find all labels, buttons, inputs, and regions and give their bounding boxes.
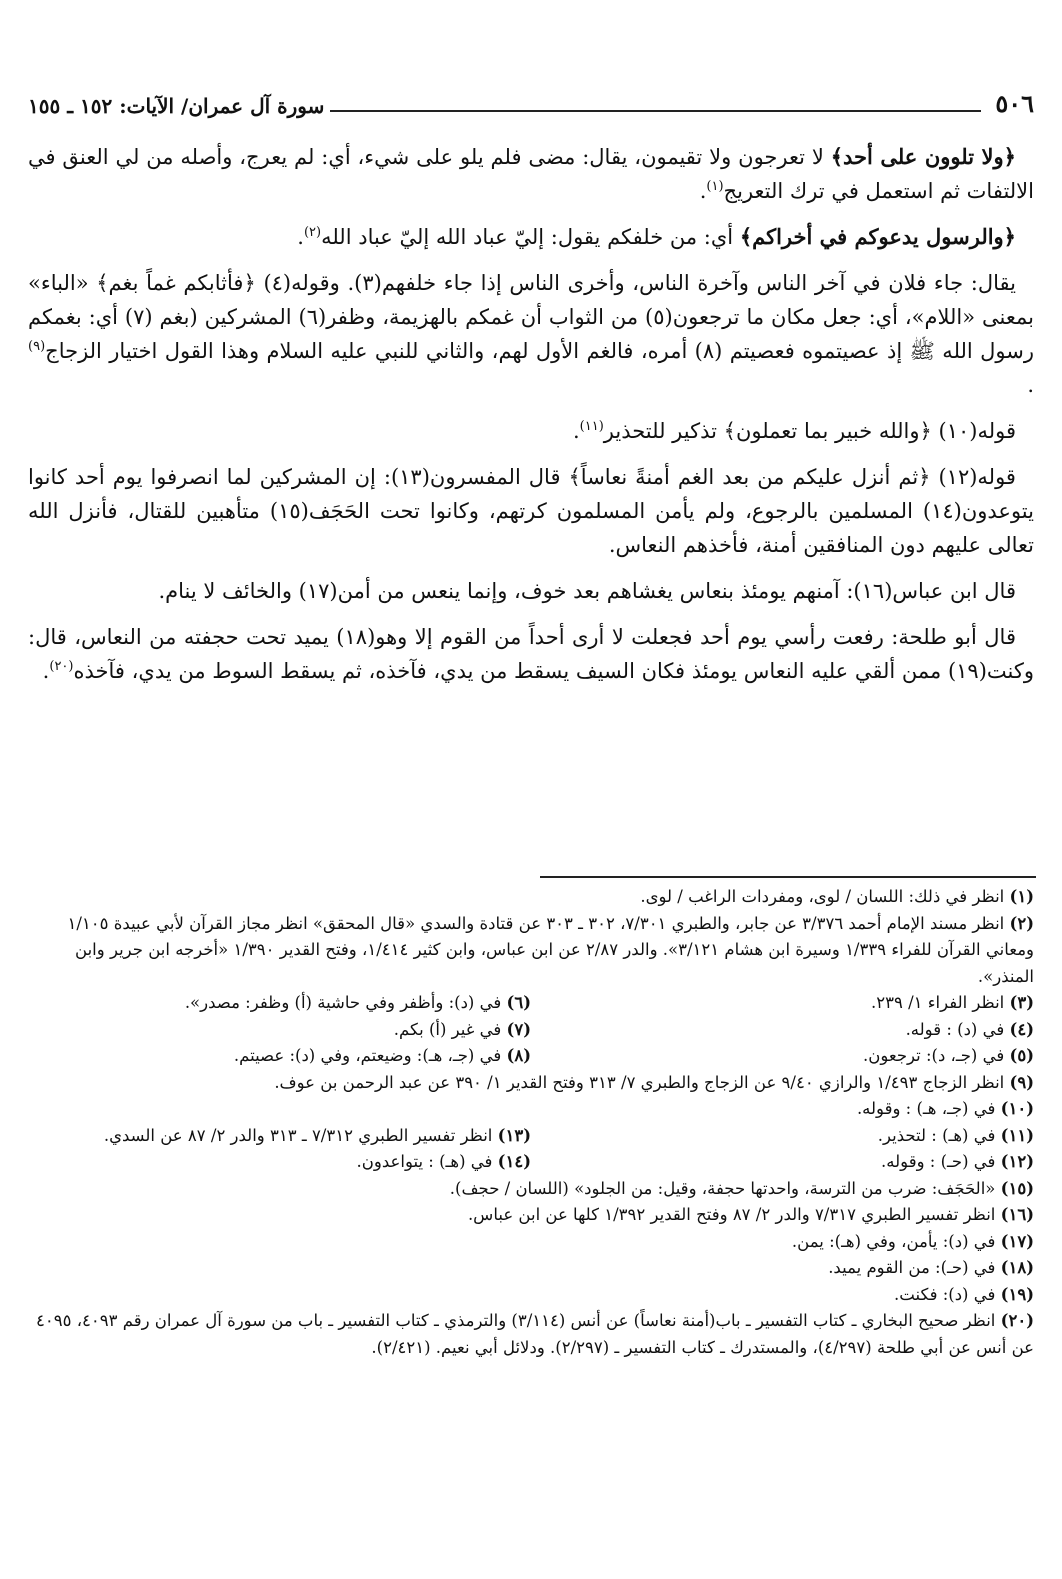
- footnote-number: (٩): [1009, 1072, 1034, 1092]
- footnote-text: انظر في ذلك: اللسان / لوى، ومفردات الراغب / لوى.: [640, 887, 1010, 906]
- footnote: [531, 1123, 1034, 1150]
- paragraph: [28, 620, 1034, 688]
- footnote-number: (٣): [1009, 993, 1034, 1012]
- footnote: [28, 911, 1034, 991]
- footnote-text: في (هـ) : يتواعدون.: [356, 1152, 498, 1171]
- footnote: [28, 1176, 1034, 1203]
- paragraph-end: .: [572, 419, 580, 443]
- footnote: [28, 1096, 1034, 1123]
- footnote-text: انظر الزجاج ١/٤٩٣ والرازي ٩/٤٠ عن الزجاج والطبري ٧/ ٣١٣ وفتح القدير ١/ ٣٩٠ عن عبد الرحمن بن عوف.: [274, 1072, 1010, 1092]
- footnote-text: انظر مسند الإمام أحمد ٣/٣٧٦ عن جابر، والطبري ٧/٣٠١، ٣٠٢ ـ ٣٠٣ عن قتادة والسدي «قال المحقق» انظر مجاز القرآن لأبي عبيدة ١/١٠٥ ومعاني القرآن للفراء ١/٣٣٩ وسيرة ابن هشام ٣/١٢١». والدر ٢/٨٧ عن ابن عباس، وابن كثير ١/٤١٤، وفتح القدير ١/٣٩٠ «أخرجه ابن جرير وابن المنذر».: [67, 913, 1034, 986]
- footnote: [28, 1255, 1034, 1282]
- footnote-text: انظر صحيح البخاري ـ كتاب التفسير ـ باب(أمنة نعاساً) عن أنس (٣/١١٤) والترمذي ـ كتاب التفسير ـ باب من سورة آل عمران رقم ٤٠٩٣، ٤٠٩٥ عن أنس عن أبي طلحة (٤/٢٩٧)، والمستدرك ـ كتاب التفسير ـ (٢/٢٩٧). ودلائل أبي نعيم. (٢/٤٢١).: [36, 1311, 1034, 1357]
- footnote-number: (٢٠): [1000, 1311, 1034, 1330]
- footnote: [531, 1043, 1034, 1070]
- footnote-row: [28, 1123, 1034, 1150]
- footnote: [28, 1123, 531, 1150]
- footnote-number: (١٤): [497, 1152, 531, 1171]
- paragraph-end: .: [699, 179, 707, 203]
- footnote-row: [28, 990, 1034, 1017]
- footnote: [531, 1149, 1034, 1176]
- footnote-number: (١): [1009, 887, 1034, 906]
- footnote-number: (١٥): [1000, 1178, 1034, 1198]
- footnote-number: (٢): [1009, 913, 1034, 933]
- footnote-number: (٤): [1009, 1019, 1034, 1039]
- paragraph-text: قوله(١٠) ﴿والله خبير بما تعملون﴾ تذكير للتحذير: [603, 419, 1016, 443]
- footnote-text: في (د): وأظفر وفي حاشية (أ) وظفر: مصدر».: [184, 993, 507, 1012]
- footnote-number: (٥): [1009, 1046, 1034, 1065]
- footnote: [28, 1043, 531, 1070]
- running-title: سورة آل عمران/ الآيات: ١٥٢ ـ ١٥٥: [28, 94, 325, 118]
- footnote: [28, 1070, 1034, 1097]
- footnote-number: (١٨): [1000, 1258, 1034, 1277]
- footnote-row: [28, 1149, 1034, 1176]
- footnotes: [28, 884, 1034, 1361]
- footnote-number: (٨): [506, 1046, 531, 1065]
- footnote-number: (٦): [506, 993, 531, 1012]
- paragraph: [28, 574, 1034, 608]
- footnote-number: (١٩): [1000, 1284, 1034, 1304]
- footnote-ref: (٩): [28, 339, 46, 354]
- footnote-number: (١٧): [1000, 1231, 1034, 1251]
- footnote-text: انظر تفسير الطبري ٧/٣١٧ والدر ٢/ ٨٧ وفتح القدير ١/٣٩٢ كلها عن ابن عباس.: [467, 1205, 1001, 1224]
- footnote: [28, 1229, 1034, 1256]
- footnote: [531, 1017, 1034, 1044]
- footnote: [531, 990, 1034, 1017]
- page-number: ٥٠٦: [995, 89, 1034, 118]
- main-text: [28, 140, 1034, 700]
- footnote-text: في (هـ) : لتحذير.: [877, 1125, 1001, 1145]
- footnote-text: في (جـ، هـ): وضيعتم، وفي (د): عصيتم.: [233, 1046, 507, 1065]
- paragraph-text: قال ابن عباس(١٦): آمنهم يومئذ بنعاس يغشاهم بعد خوف، وإنما ينعس من أمن(١٧) والخائف لا ينام.: [158, 579, 1016, 603]
- quran-quote: ﴿والرسول يدعوكم في أخراكم﴾: [739, 224, 1016, 249]
- footnote: [28, 990, 531, 1017]
- footnote-ref: (٢٠): [49, 659, 74, 674]
- footnote-number: (١٠): [1000, 1099, 1034, 1118]
- footnote-number: (١٢): [1000, 1152, 1034, 1171]
- footnote: [28, 1017, 531, 1044]
- paragraph: [28, 460, 1034, 562]
- footnote-separator: [540, 876, 1036, 878]
- footnote-text: «الحَجَف: ضرب من الترسة، واحدتها حجفة، وقيل: من الجلود» (اللسان / حجف).: [449, 1178, 1001, 1198]
- footnote-number: (١١): [1000, 1125, 1034, 1145]
- paragraph: [28, 140, 1034, 208]
- footnote-row: [28, 1017, 1034, 1044]
- footnote: [28, 1202, 1034, 1229]
- paragraph-text: يقال: جاء فلان في آخر الناس وآخرة الناس، وأخرى الناس إذا جاء خلفهم(٣). وقوله(٤) ﴿فأثابكم غماً بغم﴾ «الباء» بمعنى «اللام»، أي: جعل مكان ما ترجعون(٥) من الثواب أن غمكم بالهزيمة، وظفر(٦) المشركين (بغم (٧) أي: بغمكم رسول الله ﷺ إذ عصيتموه فعصيتم (٨) أمره، فالغم الأول لهم، والثاني للنبي عليه السلام وهذا القول اختيار الزجاج: [28, 271, 1034, 363]
- paragraph-text: أي: من خلفكم يقول: إليّ عباد الله إليّ عباد الله: [321, 225, 740, 249]
- footnote: [28, 1308, 1034, 1361]
- header-rule: [330, 110, 981, 112]
- paragraph: [28, 266, 1034, 402]
- paragraph: [28, 220, 1034, 254]
- footnote-text: في (جـ، هـ) : وقوله.: [856, 1099, 1001, 1118]
- page-header: [28, 86, 1034, 118]
- paragraph-end: .: [297, 225, 304, 249]
- footnote-text: في (د): يأمن، وفي (هـ): يمن.: [791, 1231, 1001, 1251]
- footnote-ref: (٢): [303, 225, 322, 240]
- footnote-text: انظر تفسير الطبري ٧/٣١٢ ـ ٣١٣ والدر ٢/ ٨٧ عن السدي.: [103, 1125, 498, 1145]
- footnote-number: (١٣): [497, 1125, 531, 1145]
- footnote: [28, 1282, 1034, 1309]
- paragraph-end: .: [1027, 373, 1034, 397]
- paragraph-text: قال أبو طلحة: رفعت رأسي يوم أحد فجعلت لا أرى أحداً من القوم إلا وهو(١٨) يميد تحت حجفته من النعاس، قال: وكنت(١٩) ممن ألقي عليه النعاس يومئذ فكان السيف يسقط من يدي، فآخذه، ثم يسقط السوط من يدي، فآخذه: [28, 625, 1034, 683]
- paragraph-end: .: [42, 659, 50, 683]
- paragraph-text: قوله(١٢) ﴿ثم أنزل عليكم من بعد الغم أمنةً نعاساً﴾ قال المفسرون(١٣): إن المشركين لما انصرفوا يوم أحد كانوا يتوعدون(١٤) المسلمين بالرجوع، ولم يأمن المسلمون كرتهم، وكانوا تحت الحَجَف(١٥) متأهبين للقتال، فأنزل الله تعالى عليهم دون المنافقين أمنة، فأخذهم النعاس.: [28, 465, 1034, 557]
- footnote: [28, 1149, 531, 1176]
- footnote-number: (٧): [506, 1019, 531, 1039]
- footnote: [28, 884, 1034, 911]
- footnote-text: انظر الفراء ١/ ٢٣٩.: [871, 993, 1010, 1012]
- paragraph: [28, 414, 1034, 448]
- footnote-text: في (حـ): من القوم يميد.: [828, 1258, 1001, 1277]
- footnote-text: في (جـ، د): ترجعون.: [862, 1046, 1010, 1065]
- footnote-text: في غير (أ) بكم.: [393, 1019, 507, 1039]
- footnote-row: [28, 1043, 1034, 1070]
- footnote-ref: (١): [706, 179, 724, 194]
- footnote-text: في (د): فكنت.: [894, 1284, 1001, 1304]
- footnote-ref: (١١): [579, 419, 604, 434]
- quran-quote: ﴿ولا تلوون على أحد﴾: [830, 144, 1016, 169]
- paragraph-text: لا تعرجون ولا تقيمون، يقال: مضى فلم يلو على شيء، أي: لم يعرج، وأصله من لي العنق في الالتفات ثم استعمل في ترك التعريج: [28, 145, 1034, 203]
- footnote-number: (١٦): [1000, 1205, 1034, 1224]
- footnote-text: في (حـ) : وقوله.: [881, 1152, 1001, 1171]
- footnote-text: في (د) : قوله.: [905, 1019, 1010, 1039]
